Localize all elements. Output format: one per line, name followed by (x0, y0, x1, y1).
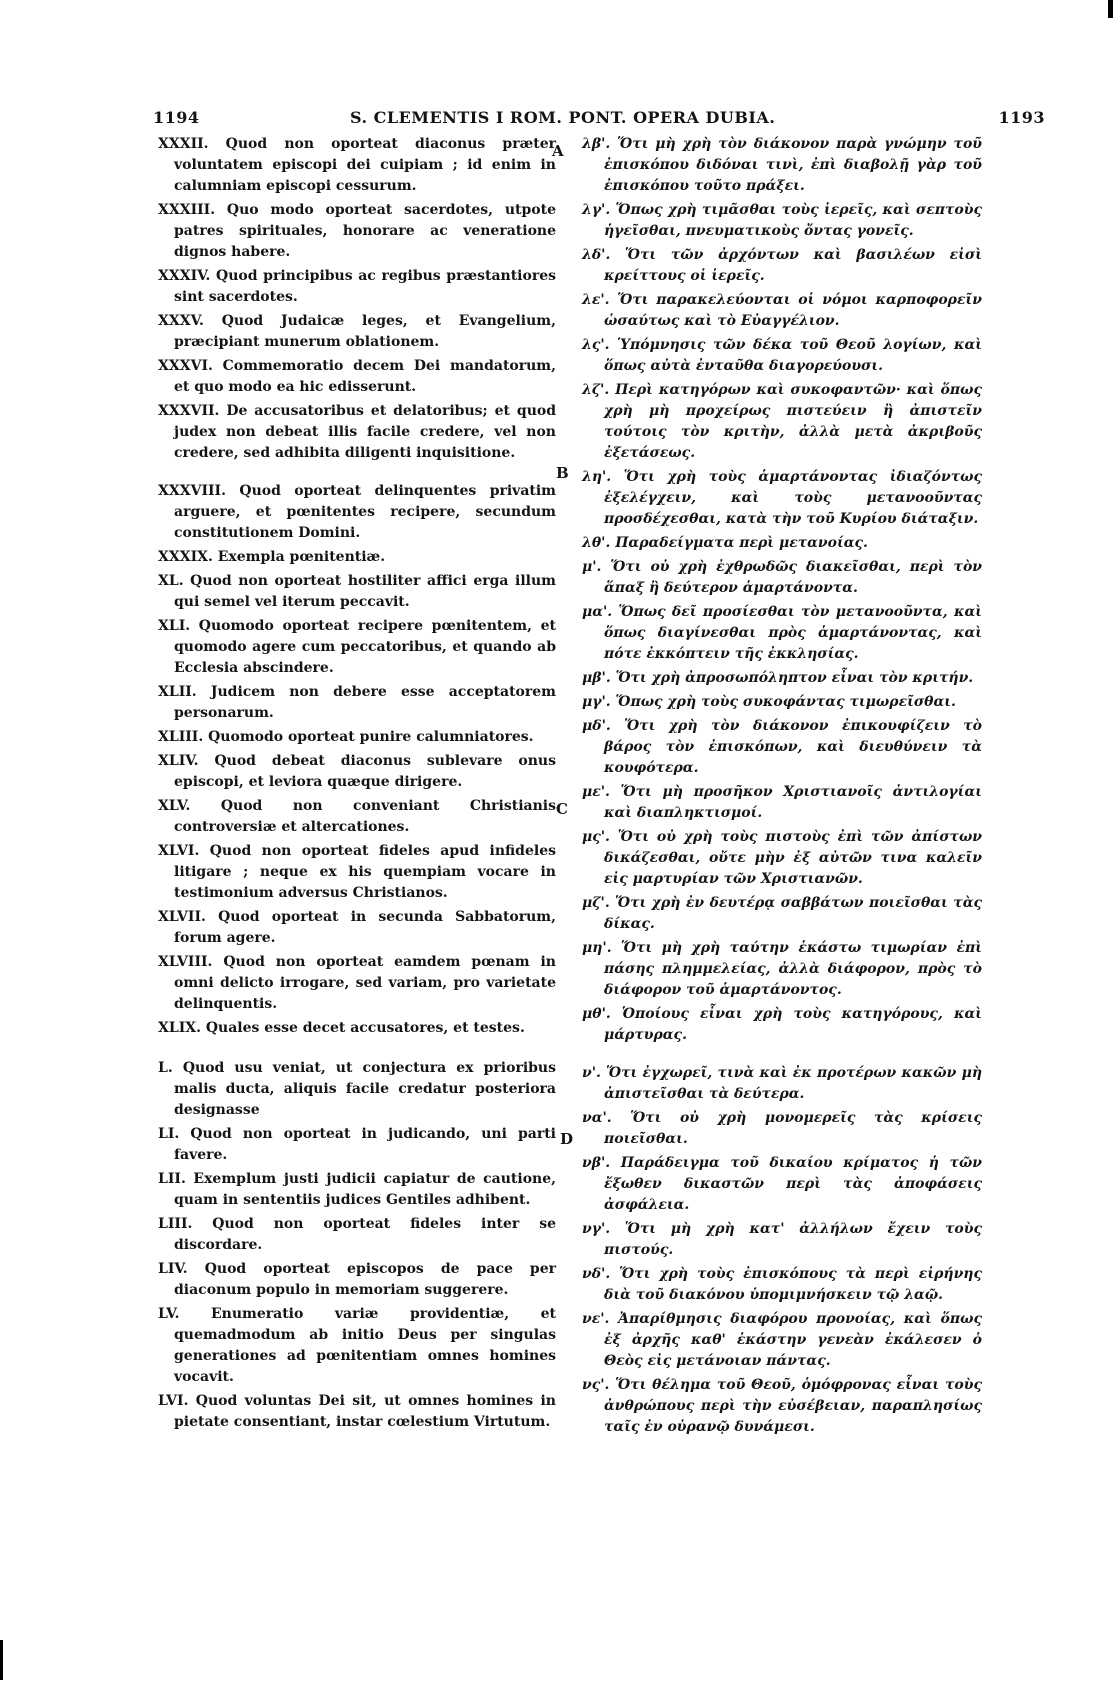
latin-entry: XLIX. Quales esse decet accusatores, et testes. (158, 1020, 525, 1036)
greek-entry: μ'. Ὅτι οὐ χρὴ ἐχθρωδῶς διακεῖσθαι, περὶ τὸν ἅπαξ ἢ δεύτερον ἁμαρτάνοντα. (582, 559, 982, 596)
latin-entry: XLVIII. Quod non oporteat eamdem pœnam in omni delicto irrogare, sed variam, pro varietate delinquentis. (158, 954, 556, 1012)
margin-letter: C (556, 800, 568, 818)
greek-entry: μη'. Ὅτι μὴ χρὴ ταύτην ἑκάστω τιμωρίαν ἐπὶ πάσης πλημμελείας, ἀλλὰ διάφορον, πρὸς τὸ διάφορον τοῦ ἁμαρτάνοντος. (582, 940, 982, 998)
latin-entry: LII. Exemplum justi judicii capiatur de cautione, quam in sententiis judices Gentiles adhibent. (158, 1171, 556, 1208)
page-number-right: 1193 (998, 108, 1045, 127)
greek-entry: μα'. Ὅπως δεῖ προσίεσθαι τὸν μετανοοῦντα, καὶ ὅπως διαγίνεσθαι πρὸς ἁμαρτάνοντας, καὶ πότε ἐκκόπτειν τῆς ἐκκλησίας. (582, 604, 982, 662)
running-header (150, 104, 1045, 134)
latin-entry: XXXIX. Exempla pœnitentiæ. (158, 549, 386, 565)
latin-entry: XXXIII. Quo modo oporteat sacerdotes, utpote patres spirituales, honorare ac veneratione dignos habere. (158, 202, 556, 260)
greek-entry: λε'. Ὅτι παρακελεύονται οἱ νόμοι καρποφορεῖν ὡσαύτως καὶ τὸ Εὐαγγέλιον. (582, 292, 982, 329)
latin-entry: XXXII. Quod non oporteat diaconus præter voluntatem episcopi dei cuipiam ; id enim in calumniam episcopi cessurum. (158, 136, 556, 194)
latin-entry: XLII. Judicem non debere esse acceptatorem personarum. (158, 684, 556, 721)
greek-entry: νγ'. Ὅτι μὴ χρὴ κατ' ἀλλήλων ἔχειν τοὺς πιστούς. (582, 1221, 982, 1258)
greek-entry: λη'. Ὅτι χρὴ τοὺς ἁμαρτάνοντας ἰδιαζόντως ἐξελέγχειν, καὶ τοὺς μετανοοῦντας προσδέχεσθαι, κατὰ τὴν τοῦ Κυρίου διάταξιν. (582, 469, 982, 527)
latin-entry: XXXVII. De accusatoribus et delatoribus; et quod judex non debeat illis facile credere, vel non credere, sed adhibita diligenti inquisitione. (158, 403, 556, 461)
latin-entry: LVI. Quod voluntas Dei sit, ut omnes homines in pietate consentiant, instar cœlestium Virtutum. (158, 1393, 556, 1430)
latin-entry: XLV. Quod non conveniant Christianis controversiæ et altercationes. (158, 798, 556, 835)
margin-letter: A (552, 142, 564, 160)
latin-entry: XLI. Quomodo oporteat recipere pœnitentem, et quomodo agere cum peccatoribus, et quando ab Ecclesia abscindere. (158, 618, 556, 676)
scan-edge-mark (0, 1640, 3, 1680)
latin-entry: L. Quod usu veniat, ut conjectura ex prioribus malis ducta, aliquis facile credatur posteriora designasse (158, 1060, 556, 1118)
greek-entry: λγ'. Ὅπως χρὴ τιμᾶσθαι τοὺς ἱερεῖς, καὶ σεπτοὺς ἡγεῖσθαι, πνευματικοὺς ὄντας γονεῖς. (582, 202, 982, 239)
greek-entry: μδ'. Ὅτι χρὴ τὸν διάκονον ἐπικουφίζειν τὸ βάρος τὸν ἐπισκόπων, καὶ διευθύνειν τὰ κουφότερα. (582, 718, 982, 776)
book-page (150, 92, 1050, 1652)
margin-letter: B (556, 464, 569, 482)
latin-entry: XLIV. Quod debeat diaconus sublevare onus episcopi, et leviora quæque dirigere. (158, 753, 556, 790)
latin-entry: XLIII. Quomodo oporteat punire calumniatores. (158, 729, 534, 745)
greek-entry: μβ'. Ὅτι χρὴ ἀπροσωπόληπτον εἶναι τὸν κριτήν. (582, 670, 974, 686)
greek-entry: νς'. Ὅτι θέλημα τοῦ Θεοῦ, ὁμόφρονας εἶναι τοὺς ἀνθρώπους περὶ τὴν εὐσέβειαν, παραπλησίως ταῖς ἐν οὐρανῷ δυνάμεσι. (582, 1377, 982, 1435)
latin-entry: XL. Quod non oporteat hostiliter affici erga illum qui semel vel iterum peccavit. (158, 573, 556, 610)
greek-entry: νε'. Ἀπαρίθμησις διαφόρου προνοίας, καὶ ὅπως ἐξ ἀρχῆς καθ' ἑκάστην γενεὰν ἐκάλεσεν ὁ Θεὸς εἰς μετάνοιαν πάντας. (582, 1311, 982, 1369)
page-number-left: 1194 (153, 108, 200, 127)
latin-column (158, 134, 556, 1436)
greek-entry: μθ'. Ὁποίους εἶναι χρὴ τοὺς κατηγόρους, καὶ μάρτυρας. (582, 1006, 982, 1043)
greek-entry: λθ'. Παραδείγματα περὶ μετανοίας. (582, 535, 868, 551)
greek-entry: νδ'. Ὅτι χρὴ τοὺς ἐπισκόπους τὰ περὶ εἰρήνης διὰ τοῦ διακόνου ὑπομιμνήσκειν τῷ λαῷ. (582, 1266, 982, 1303)
scan-edge-mark (1108, 0, 1113, 18)
greek-entry: με'. Ὅτι μὴ προσῆκον Χριστιανοῖς ἀντιλογίαι καὶ διαπληκτισμοί. (582, 784, 982, 821)
greek-entry: λζ'. Περὶ κατηγόρων καὶ συκοφαντῶν· καὶ ὅπως χρὴ μὴ προχείρως πιστεύειν ἢ ἀπιστεῖν τούτοις τὸν κριτὴν, ἀλλὰ μετὰ ἀκριβοῦς ἐξετάσεως. (582, 382, 982, 461)
latin-entry: XXXIV. Quod principibus ac regibus præstantiores sint sacerdotes. (158, 268, 556, 305)
latin-entry: XXXV. Quod Judaicæ leges, et Evangelium, præcipiant munerum oblationem. (158, 313, 556, 350)
latin-entry: LI. Quod non oporteat in judicando, uni parti favere. (158, 1126, 556, 1163)
running-title: S. CLEMENTIS I ROM. PONT. OPERA DUBIA. (350, 108, 776, 127)
greek-column (582, 134, 982, 1441)
greek-entry: ν'. Ὅτι ἐγχωρεῖ, τινὰ καὶ ἐκ προτέρων κακῶν μὴ ἀπιστεῖσθαι τὰ δεύτερα. (582, 1065, 982, 1102)
latin-entry: XLVI. Quod non oporteat fideles apud infideles litigare ; neque ex his quempiam vocare in testimonium adversus Christianos. (158, 843, 556, 901)
greek-entry: λδ'. Ὅτι τῶν ἀρχόντων καὶ βασιλέων εἰσὶ κρείττους οἱ ἱερεῖς. (582, 247, 982, 284)
greek-entry: λβ'. Ὅτι μὴ χρὴ τὸν διάκονον παρὰ γνώμην τοῦ ἐπισκόπου διδόναι τινὶ, ἐπὶ διαβολῇ γὰρ τοῦ ἐπισκόπου τοῦτο πράξει. (582, 136, 982, 194)
latin-entry: LIV. Quod oporteat episcopos de pace per diaconum populo in memoriam suggerere. (158, 1261, 556, 1298)
greek-entry: να'. Ὅτι οὐ χρὴ μονομερεῖς τὰς κρίσεις ποιεῖσθαι. (582, 1110, 982, 1147)
latin-entry: XLVII. Quod oporteat in secunda Sabbatorum, forum agere. (158, 909, 556, 946)
latin-entry: XXXVI. Commemoratio decem Dei mandatorum, et quo modo ea hic edisserunt. (158, 358, 556, 395)
margin-letter: D (560, 1130, 574, 1148)
latin-entry: LIII. Quod non oporteat fideles inter se discordare. (158, 1216, 556, 1253)
greek-entry: μγ'. Ὅπως χρὴ τοὺς συκοφάντας τιμωρεῖσθαι. (582, 694, 956, 710)
greek-entry: νβ'. Παράδειγμα τοῦ δικαίου κρίματος ἡ τῶν ἔξωθεν δικαστῶν περὶ τὰς ἀποφάσεις ἀσφάλεια. (582, 1155, 982, 1213)
greek-entry: λς'. Ὑπόμνησις τῶν δέκα τοῦ Θεοῦ λογίων, καὶ ὅπως αὐτὰ ἐνταῦθα διαγορεύουσι. (582, 337, 982, 374)
latin-entry: XXXVIII. Quod oporteat delinquentes privatim arguere, et pœnitentes recipere, secundum constitutionem Domini. (158, 483, 556, 541)
latin-entry: LV. Enumeratio variæ providentiæ, et quemadmodum ab initio Deus per singulas generationes ad pœnitentiam omnes homines vocavit. (158, 1306, 556, 1385)
greek-entry: μζ'. Ὅτι χρὴ ἐν δευτέρᾳ σαββάτων ποιεῖσθαι τὰς δίκας. (582, 895, 982, 932)
greek-entry: μς'. Ὅτι οὐ χρὴ τοὺς πιστοὺς ἐπὶ τῶν ἀπίστων δικάζεσθαι, οὔτε μὴν ἐξ αὐτῶν τινα καλεῖν εἰς μαρτυρίαν τῶν Χριστιανῶν. (582, 829, 982, 887)
